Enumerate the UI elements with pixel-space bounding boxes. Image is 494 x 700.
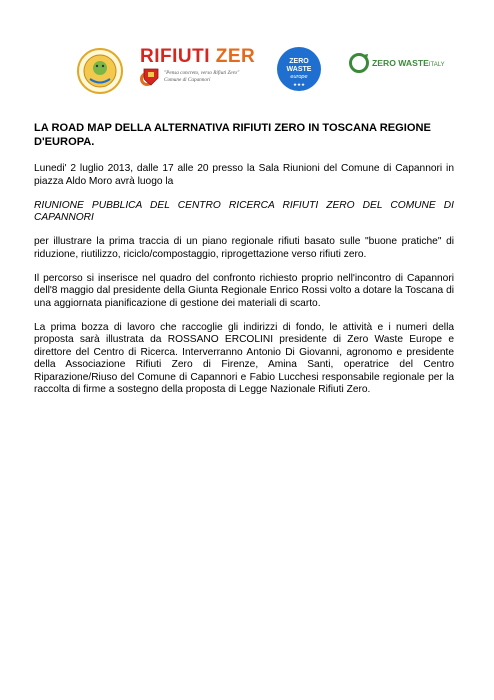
rifiuti-zero-tagline: "Pensa concreto, verso Rifiuti Zero" Comune di Capannori — [164, 70, 240, 83]
paragraph-date-location: Lunedi' 2 luglio 2013, dalle 17 alle 20 presso la Sala Riunioni del Comune di Capannori in piazza Aldo Moro avrà luogo la — [34, 163, 454, 187]
logo-bar — [0, 38, 494, 98]
zwe-line2: WASTE — [286, 66, 312, 73]
document-title: LA ROAD MAP DELLA ALTERNATIVA RIFIUTI ZERO IN TOSCANA REGIONE D'EUROPA. — [34, 122, 431, 148]
zero-waste-europe-logo — [276, 46, 322, 92]
paragraph-speakers: La prima bozza di lavoro che raccoglie gli indirizzi di fondo, le attività e i numeri della proposta sarà illustrata da ROSSANO ERCOLINI presidente di Zero Waste Europe e direttore del Centro di Ricerca. Interverranno Antonio Di Giovanni, agronomo e presidente della Associazione Rifiuti Zero di Firenze, Amina Santi, operatrice del Centro Riparazione/Riuso del Comune di Capannori e Fabio Lucchesi responsabile regionale per la raccolta di firme a sostegno della proposta di Legge Nazionale Rifiuti Zero. — [34, 321, 454, 395]
document-body — [34, 122, 454, 408]
zwe-line1: ZERO — [289, 58, 309, 65]
zwe-stars-icon: ★★★ — [292, 83, 306, 88]
zwe-line3: europe — [290, 74, 308, 80]
paragraph-context: Il percorso si inserisce nel quadro del confronto richiesto proprio nell'incontro di Capannori dell'8 maggio dal presidente della Giunta Regionale Enrico Rossi volto a dotare la Toscana di una aggiornata pianificazione di gestione dei materiali di scarto. — [34, 272, 454, 309]
zero-waste-italy-ring-icon — [348, 52, 370, 74]
paragraph-purpose: per illustrare la prima traccia di un piano regionale rifiuti basato sulle "buone pratiche" di riduzione, riutilizzo, riciclo/compostaggio, riprogettazione verso rifiuti zero. — [34, 236, 454, 260]
association-badge-logo — [76, 46, 124, 96]
badge-icon — [76, 46, 124, 96]
paragraph-meeting-name: RIUNIONE PUBBLICA DEL CENTRO RICERCA RIFIUTI ZERO DEL COMUNE DI CAPANNORI — [34, 199, 454, 223]
rifiuti-zero-logo — [140, 46, 268, 88]
capannori-crest-icon — [143, 68, 159, 86]
zero-waste-italy-logo — [348, 52, 445, 76]
zero-waste-europe-icon — [276, 46, 322, 92]
rifiuti-zero-wordmark: RIFIUTI ZER — [140, 46, 268, 90]
zero-waste-italy-wordmark: ZERO WASTEITALY — [372, 58, 445, 68]
